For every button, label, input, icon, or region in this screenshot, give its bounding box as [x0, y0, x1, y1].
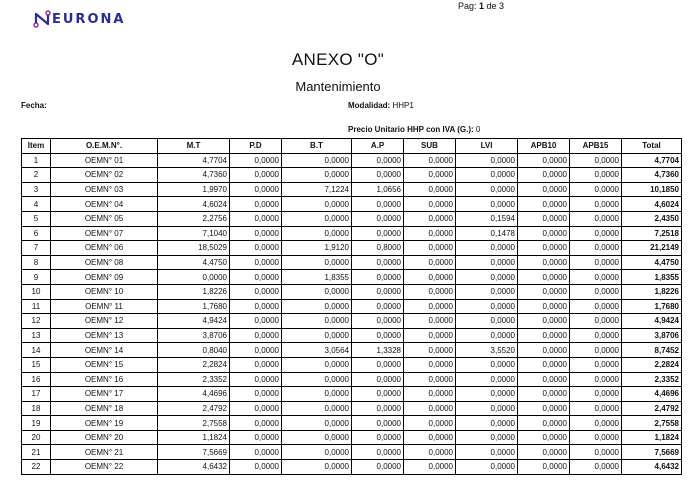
cell-apb15: 0,0000: [570, 314, 622, 329]
cell-pd: 0,0000: [230, 241, 282, 256]
cell-mt: 4,9424: [158, 314, 230, 329]
cell-ap: 0,0000: [352, 460, 404, 475]
cell-ap: 0,0000: [352, 284, 404, 299]
cell-total: 2,2824: [622, 357, 682, 372]
precio-label: Precio Unitario HHP con IVA (G.):: [348, 125, 474, 134]
cell-mt: 1,8226: [158, 284, 230, 299]
cell-oemn: OEMN° 15: [51, 357, 158, 372]
cell-mt: 0,0000: [158, 270, 230, 285]
cell-sub: 0,0000: [404, 460, 456, 475]
cell-item: 15: [22, 357, 51, 372]
cell-sub: 0,0000: [404, 270, 456, 285]
cell-pd: 0,0000: [230, 401, 282, 416]
cell-oemn: OEMN° 10: [51, 284, 158, 299]
cell-bt: 0,0000: [282, 299, 352, 314]
table-row: [22, 430, 682, 445]
cell-bt: 0,0000: [282, 445, 352, 460]
cell-sub: 0,0000: [404, 197, 456, 212]
cell-apb10: 0,0000: [518, 255, 570, 270]
col-header-mt: M.T: [158, 139, 230, 154]
table-row: [22, 153, 682, 168]
cell-bt: 0,0000: [282, 430, 352, 445]
cell-pd: 0,0000: [230, 416, 282, 431]
cell-sub: 0,0000: [404, 168, 456, 183]
table-body: [22, 153, 682, 474]
cell-apb10: 0,0000: [518, 153, 570, 168]
cell-item: 4: [22, 197, 51, 212]
cell-mt: 2,3352: [158, 372, 230, 387]
cell-pd: 0,0000: [230, 255, 282, 270]
cell-ap: 0,0000: [352, 270, 404, 285]
cell-bt: 0,0000: [282, 255, 352, 270]
cell-mt: 1,1824: [158, 430, 230, 445]
col-header-oemn: O.E.M.N°.: [51, 139, 158, 154]
col-header-total: Total: [622, 139, 682, 154]
cell-lvi: 0,0000: [456, 299, 518, 314]
col-header-ap: A.P: [352, 139, 404, 154]
neurona-logo: [33, 9, 125, 29]
cell-item: 10: [22, 284, 51, 299]
cell-oemn: OEMN° 21: [51, 445, 158, 460]
precio-value: 0: [475, 125, 481, 134]
logo-text: EURONA: [52, 11, 126, 27]
cell-item: 3: [22, 182, 51, 197]
cell-bt: 0,0000: [282, 284, 352, 299]
cell-ap: 0,0000: [352, 445, 404, 460]
cell-item: 14: [22, 343, 51, 358]
cell-oemn: OEMN° 09: [51, 270, 158, 285]
cell-apb10: 0,0000: [518, 284, 570, 299]
cell-bt: 0,0000: [282, 460, 352, 475]
cell-apb15: 0,0000: [570, 328, 622, 343]
cell-sub: 0,0000: [404, 255, 456, 270]
cell-bt: 1,9120: [282, 241, 352, 256]
cell-apb15: 0,0000: [570, 226, 622, 241]
cell-lvi: 0,0000: [456, 168, 518, 183]
cell-item: 13: [22, 328, 51, 343]
cell-apb15: 0,0000: [570, 241, 622, 256]
cell-ap: 0,0000: [352, 328, 404, 343]
cell-sub: 0,0000: [404, 430, 456, 445]
cell-ap: 1,3328: [352, 343, 404, 358]
cell-sub: 0,0000: [404, 299, 456, 314]
cell-apb15: 0,0000: [570, 299, 622, 314]
cell-lvi: 0,0000: [456, 387, 518, 402]
cell-lvi: 0,0000: [456, 241, 518, 256]
cell-total: 4,4750: [622, 255, 682, 270]
table-header-row: [22, 139, 682, 154]
cell-apb15: 0,0000: [570, 343, 622, 358]
cell-total: 2,4350: [622, 211, 682, 226]
cell-lvi: 0,0000: [456, 416, 518, 431]
table-row: [22, 460, 682, 475]
cell-ap: 0,0000: [352, 255, 404, 270]
cell-ap: 0,0000: [352, 357, 404, 372]
cell-sub: 0,0000: [404, 387, 456, 402]
cell-pd: 0,0000: [230, 372, 282, 387]
cell-mt: 4,7360: [158, 168, 230, 183]
cell-sub: 0,0000: [404, 314, 456, 329]
cell-ap: 0,0000: [352, 401, 404, 416]
table-row: [22, 401, 682, 416]
cell-mt: 2,2756: [158, 211, 230, 226]
cell-item: 16: [22, 372, 51, 387]
table-row: [22, 314, 682, 329]
cell-bt: 1,8355: [282, 270, 352, 285]
cell-lvi: 0,0000: [456, 182, 518, 197]
cell-total: 3,8706: [622, 328, 682, 343]
cell-apb15: 0,0000: [570, 372, 622, 387]
cell-apb10: 0,0000: [518, 182, 570, 197]
cell-mt: 4,6024: [158, 197, 230, 212]
cell-total: 4,7704: [622, 153, 682, 168]
table-row: [22, 255, 682, 270]
cell-apb10: 0,0000: [518, 460, 570, 475]
cell-total: 1,7680: [622, 299, 682, 314]
cell-ap: 0,0000: [352, 299, 404, 314]
table-row: [22, 445, 682, 460]
cell-lvi: 0,0000: [456, 270, 518, 285]
cell-apb15: 0,0000: [570, 460, 622, 475]
cell-bt: 7,1224: [282, 182, 352, 197]
cell-ap: 0,0000: [352, 387, 404, 402]
table-row: [22, 328, 682, 343]
cell-pd: 0,0000: [230, 284, 282, 299]
cell-pd: 0,0000: [230, 211, 282, 226]
modalidad-value: HHP1: [392, 101, 414, 110]
cell-pd: 0,0000: [230, 328, 282, 343]
col-header-pd: P.D: [230, 139, 282, 154]
cell-total: 1,8226: [622, 284, 682, 299]
cell-total: 4,6432: [622, 460, 682, 475]
cell-sub: 0,0000: [404, 445, 456, 460]
cell-pd: 0,0000: [230, 299, 282, 314]
cell-oemn: OEMN° 18: [51, 401, 158, 416]
cell-mt: 4,6432: [158, 460, 230, 475]
cell-total: 21,2149: [622, 241, 682, 256]
cell-pd: 0,0000: [230, 270, 282, 285]
cell-bt: 0,0000: [282, 328, 352, 343]
page-current: 1: [479, 1, 485, 11]
cell-apb10: 0,0000: [518, 197, 570, 212]
cell-apb15: 0,0000: [570, 153, 622, 168]
cell-item: 21: [22, 445, 51, 460]
cell-apb15: 0,0000: [570, 387, 622, 402]
cell-pd: 0,0000: [230, 357, 282, 372]
cell-oemn: OEMN° 07: [51, 226, 158, 241]
cell-item: 5: [22, 211, 51, 226]
cell-lvi: 0,0000: [456, 372, 518, 387]
cell-lvi: 0,0000: [456, 284, 518, 299]
cell-bt: 3,0564: [282, 343, 352, 358]
cell-pd: 0,0000: [230, 430, 282, 445]
cell-sub: 0,0000: [404, 343, 456, 358]
cell-apb15: 0,0000: [570, 211, 622, 226]
cell-lvi: 0,0000: [456, 357, 518, 372]
table-row: [22, 197, 682, 212]
cell-mt: 2,7558: [158, 416, 230, 431]
cell-lvi: 0,0000: [456, 460, 518, 475]
cell-bt: 0,0000: [282, 153, 352, 168]
cell-item: 20: [22, 430, 51, 445]
cell-mt: 2,2824: [158, 357, 230, 372]
cell-pd: 0,0000: [230, 168, 282, 183]
cell-apb10: 0,0000: [518, 226, 570, 241]
cell-pd: 0,0000: [230, 314, 282, 329]
cell-bt: 0,0000: [282, 226, 352, 241]
cell-lvi: 0,1478: [456, 226, 518, 241]
cell-lvi: 0,0000: [456, 314, 518, 329]
table-row: [22, 211, 682, 226]
cell-sub: 0,0000: [404, 211, 456, 226]
cell-ap: 0,0000: [352, 430, 404, 445]
cell-total: 4,9424: [622, 314, 682, 329]
cell-apb15: 0,0000: [570, 270, 622, 285]
cell-bt: 0,0000: [282, 372, 352, 387]
cell-total: 1,8355: [622, 270, 682, 285]
cell-lvi: 0,0000: [456, 255, 518, 270]
cell-total: 4,6024: [622, 197, 682, 212]
cell-apb10: 0,0000: [518, 445, 570, 460]
cell-ap: 1,0656: [352, 182, 404, 197]
cell-total: 8,7452: [622, 343, 682, 358]
cell-apb15: 0,0000: [570, 357, 622, 372]
table-row: [22, 357, 682, 372]
cell-pd: 0,0000: [230, 445, 282, 460]
cell-lvi: 3,5520: [456, 343, 518, 358]
table-row: [22, 226, 682, 241]
cell-oemn: OEMN° 12: [51, 314, 158, 329]
cell-apb15: 0,0000: [570, 401, 622, 416]
cell-ap: 0,0000: [352, 416, 404, 431]
cell-total: 4,4696: [622, 387, 682, 402]
cell-total: 2,7558: [622, 416, 682, 431]
cell-pd: 0,0000: [230, 387, 282, 402]
cell-sub: 0,0000: [404, 372, 456, 387]
table-row: [22, 168, 682, 183]
cell-total: 1,1824: [622, 430, 682, 445]
table-row: [22, 270, 682, 285]
table-row: [22, 299, 682, 314]
table-row: [22, 284, 682, 299]
cell-mt: 7,1040: [158, 226, 230, 241]
cell-oemn: OEMN° 02: [51, 168, 158, 183]
cell-sub: 0,0000: [404, 401, 456, 416]
cell-apb10: 0,0000: [518, 430, 570, 445]
cell-lvi: 0,0000: [456, 197, 518, 212]
cell-total: 4,7360: [622, 168, 682, 183]
cell-apb10: 0,0000: [518, 241, 570, 256]
cell-apb10: 0,0000: [518, 299, 570, 314]
cell-item: 12: [22, 314, 51, 329]
cell-mt: 2,4792: [158, 401, 230, 416]
cell-apb15: 0,0000: [570, 445, 622, 460]
cell-sub: 0,0000: [404, 226, 456, 241]
modalidad: [348, 101, 414, 110]
cell-ap: 0,0000: [352, 211, 404, 226]
table-row: [22, 343, 682, 358]
cell-sub: 0,0000: [404, 153, 456, 168]
cell-sub: 0,0000: [404, 284, 456, 299]
page-indicator: [458, 1, 504, 11]
cell-total: 2,3352: [622, 372, 682, 387]
cell-apb15: 0,0000: [570, 416, 622, 431]
cell-item: 18: [22, 401, 51, 416]
cell-item: 22: [22, 460, 51, 475]
cell-pd: 0,0000: [230, 343, 282, 358]
cell-bt: 0,0000: [282, 197, 352, 212]
cell-bt: 0,0000: [282, 211, 352, 226]
cell-apb10: 0,0000: [518, 416, 570, 431]
cell-ap: 0,0000: [352, 314, 404, 329]
table-row: [22, 416, 682, 431]
table-row: [22, 372, 682, 387]
cell-mt: 3,8706: [158, 328, 230, 343]
col-header-lvi: LVI: [456, 139, 518, 154]
precio-unitario: [348, 125, 480, 134]
cell-oemn: OEMN° 16: [51, 372, 158, 387]
cell-pd: 0,0000: [230, 460, 282, 475]
col-header-item: Item: [22, 139, 51, 154]
cell-bt: 0,0000: [282, 357, 352, 372]
cell-apb10: 0,0000: [518, 357, 570, 372]
cell-total: 2,4792: [622, 401, 682, 416]
cell-pd: 0,0000: [230, 153, 282, 168]
col-header-apb10: APB10: [518, 139, 570, 154]
cell-sub: 0,0000: [404, 357, 456, 372]
cell-mt: 1,9970: [158, 182, 230, 197]
fecha-label: Fecha:: [21, 101, 47, 110]
cell-lvi: 0,1594: [456, 211, 518, 226]
cell-ap: 0,0000: [352, 197, 404, 212]
cell-pd: 0,0000: [230, 197, 282, 212]
cell-bt: 0,0000: [282, 387, 352, 402]
cell-apb10: 0,0000: [518, 270, 570, 285]
cell-item: 19: [22, 416, 51, 431]
cell-bt: 0,0000: [282, 168, 352, 183]
cell-apb10: 0,0000: [518, 168, 570, 183]
document-title: ANEXO "O": [291, 50, 385, 69]
col-header-sub: SUB: [404, 139, 456, 154]
cell-oemn: OEMN° 04: [51, 197, 158, 212]
cell-oemn: OEMN° 08: [51, 255, 158, 270]
cell-oemn: OEMN° 14: [51, 343, 158, 358]
table-row: [22, 387, 682, 402]
cell-item: 2: [22, 168, 51, 183]
cell-total: 7,2518: [622, 226, 682, 241]
cell-mt: 4,7704: [158, 153, 230, 168]
cell-apb10: 0,0000: [518, 372, 570, 387]
table-row: [22, 241, 682, 256]
cell-mt: 7,5669: [158, 445, 230, 460]
cell-oemn: OEMN° 06: [51, 241, 158, 256]
cell-oemn: OEMN° 11: [51, 299, 158, 314]
col-header-bt: B.T: [282, 139, 352, 154]
cell-pd: 0,0000: [230, 226, 282, 241]
cell-oemn: OEMN° 05: [51, 211, 158, 226]
cell-ap: 0,0000: [352, 372, 404, 387]
neurona-logo-n-icon: [33, 10, 51, 28]
cell-apb10: 0,0000: [518, 401, 570, 416]
cell-lvi: 0,0000: [456, 445, 518, 460]
cell-sub: 0,0000: [404, 241, 456, 256]
cell-apb10: 0,0000: [518, 314, 570, 329]
cell-oemn: OEMN° 13: [51, 328, 158, 343]
page-total: 3: [499, 1, 505, 11]
cell-sub: 0,0000: [404, 416, 456, 431]
modalidad-label: Modalidad:: [348, 101, 391, 110]
cell-item: 6: [22, 226, 51, 241]
cell-apb15: 0,0000: [570, 255, 622, 270]
cell-apb15: 0,0000: [570, 284, 622, 299]
cell-oemn: OEMN° 22: [51, 460, 158, 475]
cell-ap: 0,0000: [352, 226, 404, 241]
cell-apb10: 0,0000: [518, 387, 570, 402]
cell-mt: 18,5029: [158, 241, 230, 256]
cell-oemn: OEMN° 03: [51, 182, 158, 197]
cell-apb10: 0,0000: [518, 328, 570, 343]
cell-sub: 0,0000: [404, 182, 456, 197]
cell-item: 8: [22, 255, 51, 270]
page-of: de: [484, 1, 500, 11]
cell-lvi: 0,0000: [456, 153, 518, 168]
cell-item: 9: [22, 270, 51, 285]
cell-ap: 0,0000: [352, 153, 404, 168]
col-header-apb15: APB15: [570, 139, 622, 154]
cell-pd: 0,0000: [230, 182, 282, 197]
cell-apb15: 0,0000: [570, 197, 622, 212]
cell-sub: 0,0000: [404, 328, 456, 343]
cell-lvi: 0,0000: [456, 328, 518, 343]
table-row: [22, 182, 682, 197]
cell-oemn: OEMN° 01: [51, 153, 158, 168]
cell-apb15: 0,0000: [570, 430, 622, 445]
cell-bt: 0,0000: [282, 314, 352, 329]
cell-apb15: 0,0000: [570, 182, 622, 197]
cell-total: 10,1850: [622, 182, 682, 197]
cell-bt: 0,0000: [282, 401, 352, 416]
cell-ap: 0,8000: [352, 241, 404, 256]
cell-mt: 4,4696: [158, 387, 230, 402]
document-subtitle: Mantenimiento: [295, 79, 381, 94]
cell-mt: 1,7680: [158, 299, 230, 314]
cell-lvi: 0,0000: [456, 401, 518, 416]
cell-oemn: OEMN° 19: [51, 416, 158, 431]
cell-mt: 4,4750: [158, 255, 230, 270]
maintenance-table: [21, 138, 682, 475]
page-label: Pag:: [458, 1, 480, 11]
cell-item: 7: [22, 241, 51, 256]
cell-ap: 0,0000: [352, 168, 404, 183]
cell-apb10: 0,0000: [518, 211, 570, 226]
cell-oemn: OEMN° 17: [51, 387, 158, 402]
cell-total: 7,5669: [622, 445, 682, 460]
cell-item: 11: [22, 299, 51, 314]
cell-apb10: 0,0000: [518, 343, 570, 358]
cell-mt: 0,8040: [158, 343, 230, 358]
cell-oemn: OEMN° 20: [51, 430, 158, 445]
cell-bt: 0,0000: [282, 416, 352, 431]
cell-apb15: 0,0000: [570, 168, 622, 183]
cell-item: 17: [22, 387, 51, 402]
cell-lvi: 0,0000: [456, 430, 518, 445]
cell-item: 1: [22, 153, 51, 168]
